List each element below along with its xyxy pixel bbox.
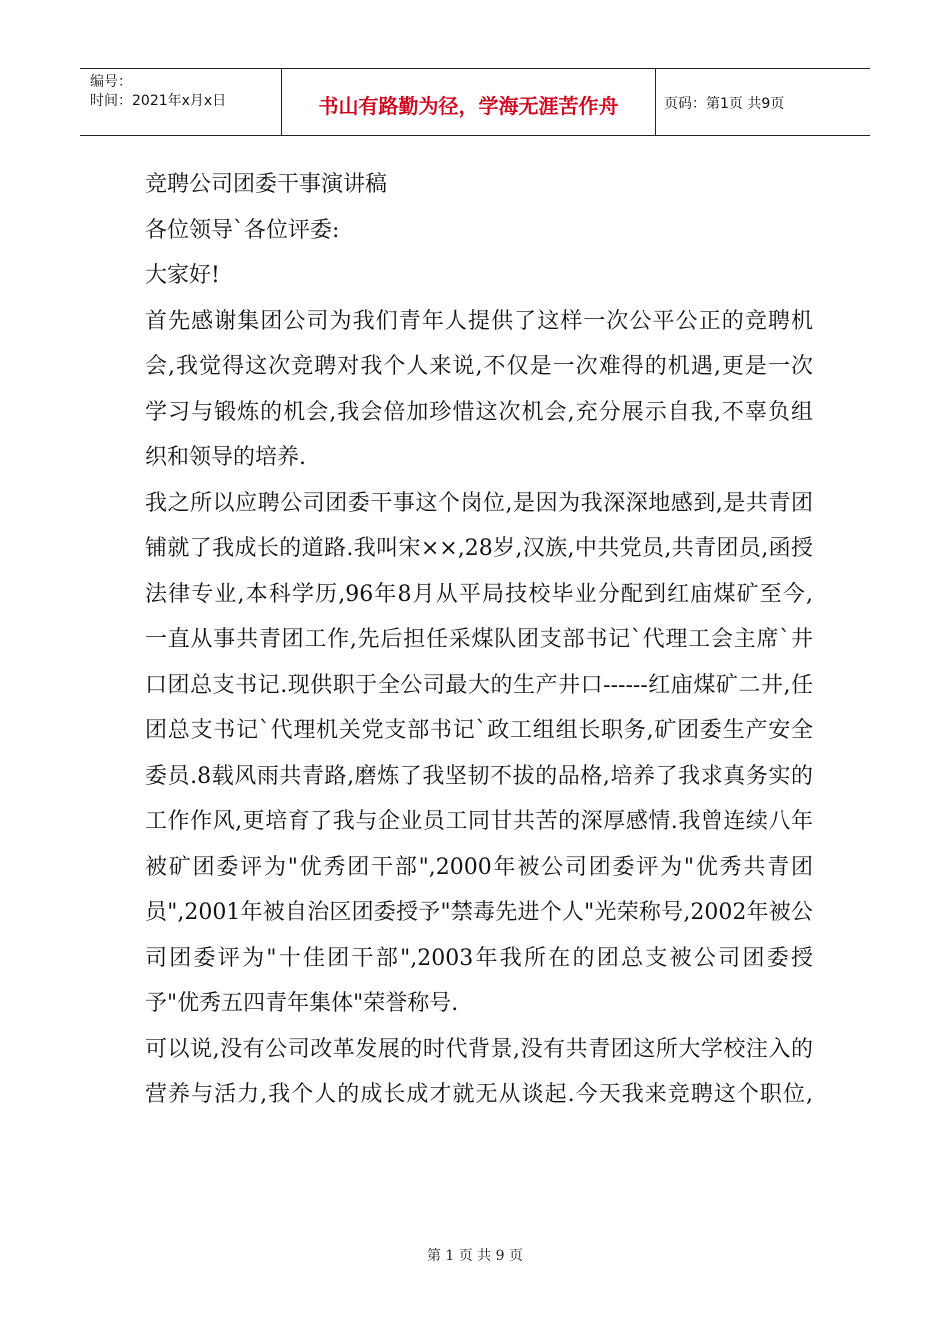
- text-line: 织和领导的培养.: [145, 445, 306, 470]
- header-page-label: 页码：第1页 共9页: [664, 96, 785, 112]
- number-label: 编号：: [90, 74, 132, 90]
- text-line: 口团总支书记.现供职于全公司最大的生产井口------红庙煤矿二井,任: [145, 672, 813, 698]
- text-line: 员",2001年被自治区团委授予"禁毒先进个人"光荣称号,2002年被公: [145, 900, 813, 925]
- page-header: [80, 68, 870, 136]
- text-line: 首先感谢集团公司为我们青年人提供了这样一次公平公正的竞聘机: [145, 308, 813, 334]
- text-line: 学习与锻炼的机会,我会倍加珍惜这次机会,充分展示自我,不辜负组: [145, 399, 813, 425]
- text-line: 法律专业,本科学历,96年8月从平局技校毕业分配到红庙煤矿至今,: [145, 581, 813, 607]
- text-line: 营养与活力,我个人的成长成才就无从谈起.今天我来竞聘这个职位,: [145, 1082, 813, 1107]
- header-motto: 书山有路勤为径，学海无涯苦作舟: [282, 69, 656, 135]
- page-footer: 第 1 页 共 9 页: [426, 1248, 524, 1264]
- text-line: 会,我觉得这次竞聘对我个人来说,不仅是一次难得的机遇,更是一次: [145, 354, 813, 379]
- text-line: 一直从事共青团工作,先后担任采煤队团支部书记`代理工会主席`井: [145, 627, 813, 652]
- text-line: 工作作风,更培育了我与企业员工同甘共苦的深厚感情.我曾连续八年: [145, 809, 813, 834]
- greeting: 大家好!: [145, 263, 220, 288]
- text-line: 予"优秀五四青年集体"荣誉称号.: [145, 991, 459, 1016]
- text-line: 铺就了我成长的道路.我叫宋××,28岁,汉族,中共党员,共青团员,函授: [145, 536, 813, 561]
- text-line: 我之所以应聘公司团委干事这个岗位,是因为我深深地感到,是共青团: [145, 490, 813, 516]
- text-line: 被矿团委评为"优秀团干部",2000年被公司团委评为"优秀共青团: [145, 854, 813, 880]
- text-line: 可以说,没有公司改革发展的时代背景,没有共青团这所大学校注入的: [145, 1036, 813, 1062]
- document-body: [145, 162, 813, 1118]
- time-label: 时间：2021年x月x日: [90, 93, 227, 109]
- text-line: 团总支书记`代理机关党支部书记`政工组组长职务,矿团委生产安全: [145, 718, 813, 743]
- salutation: 各位领导`各位评委:: [145, 217, 340, 243]
- text-line: 委员.8载风雨共青路,磨炼了我坚韧不拔的品格,培养了我求真务实的: [145, 763, 813, 789]
- text-line: 司团委评为"十佳团干部",2003年我所在的团总支被公司团委授: [145, 945, 813, 971]
- document-title: 竞聘公司团委干事演讲稿: [145, 172, 388, 197]
- header-meta: [80, 69, 282, 135]
